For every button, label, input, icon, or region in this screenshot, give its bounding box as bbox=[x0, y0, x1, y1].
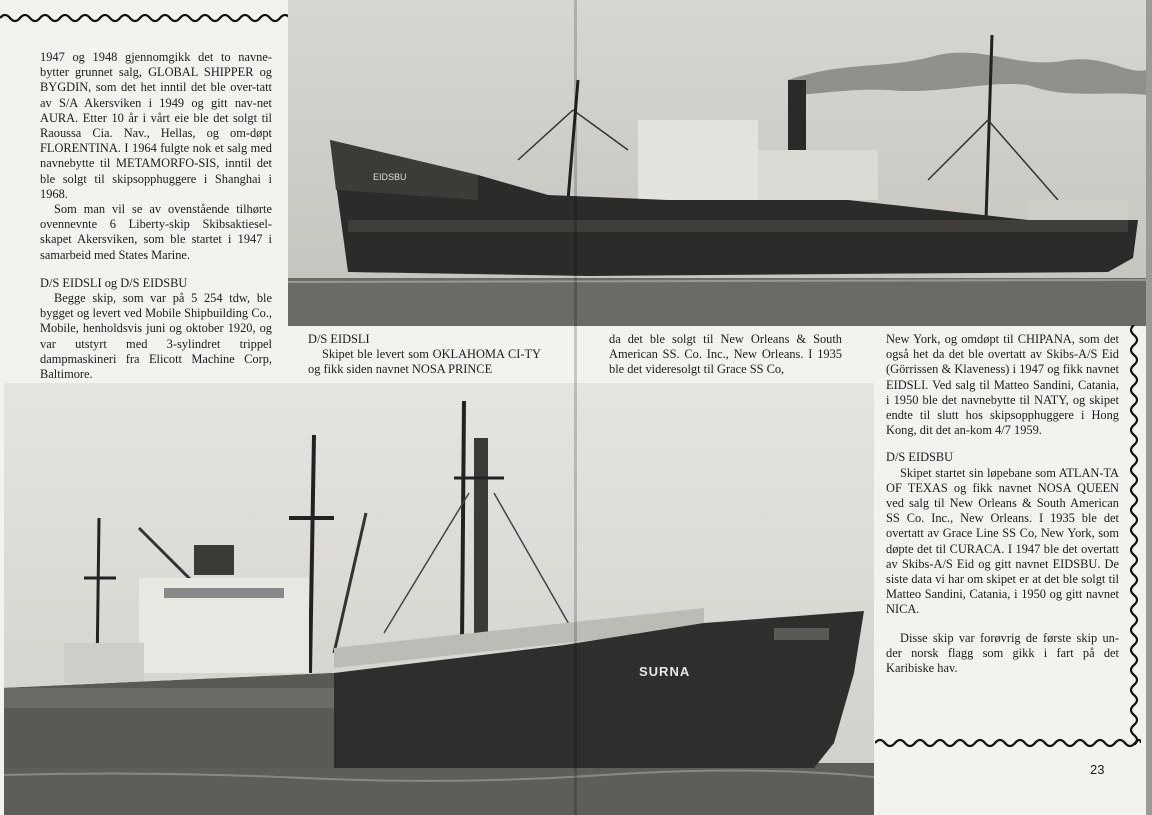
eidsbu-heading: D/S EIDSBU bbox=[886, 450, 954, 465]
middle-text: da det ble solgt til New Orleans & South American SS. Co. Inc., New Orleans. I 1935 ble det videresolgt til Grace SS Co, bbox=[609, 332, 842, 377]
intro-paragraph-2: Som man vil se av ovenstående tilhørte ovennevnte 6 Liberty-skip Skibsaktiesel-skapet Akersviken, som ble startet i 1947 i samarbeid med States Marine. bbox=[40, 202, 272, 262]
wavy-rule-top-left bbox=[0, 10, 290, 26]
section-body-eidsli-eidsbu: Begge skip, som var på 5 254 tdw, ble bygget og levert ved Mobile Shipbuilding Co., Mobile, henholdsvis juni og oktober 1920, og var utstyrt med 3-sylindret trippel dampmaskineri fra Elicott Machine Corp, Baltimore. bbox=[40, 291, 272, 382]
hull-name-surna: SURNA bbox=[639, 664, 691, 679]
eidsli-text: Skipet ble levert som OKLAHOMA CI-TY og fikk siden navnet NOSA PRINCE bbox=[308, 347, 541, 377]
eidsli-column bbox=[308, 332, 541, 378]
intro-paragraph-1: 1947 og 1948 gjennomgikk det to navne-bytter grunnet salg, GLOBAL SHIPPER og BYGDIN, som det het inntil det ble over-tatt av S/A Akersviken i 1949 og gitt nav-net AURA. Etter 10 år i vårt eie ble det solgt til Raoussa Cia. Nav., Hellas, og om-døpt FLORENTINA. I 1964 fulgte nok et salg med navnebytte til METAMORFO-SIS, inntil det ble solgt til skipsopphuggere i Shanghai i 1968. bbox=[40, 50, 272, 201]
right-text-1: New York, og omdøpt til CHIPANA, som det også het da det ble overtatt av Skibs-A/S Eid (Görrissen & Klaveness) i 1947 og fikk navnet EIDSLI. Ved salg til Matteo Sandini, Catania, i 1950 ble det navnebytte til NATY, og skipet endte til slutt hos skipsopphuggere i Hong Kong, dit det an-kom 4/7 1959. bbox=[886, 332, 1119, 438]
right-text-3: Disse skip var forøvrig de første skip un-der norsk flagg som gikk i fart på det Karibiske hav. bbox=[886, 630, 1119, 676]
intro-column bbox=[40, 50, 272, 382]
eidsli-heading: D/S EIDSLI bbox=[308, 332, 370, 346]
right-text-2: Skipet startet sin løpebane som ATLAN-TA OF TEXAS og fikk navnet NOSA QUEEN ved salg til New Orleans & South American SS Co. Inc., New Orleans. I 1935 ble det overtatt av Grace Line SS Co, New York, som døpte det til CURACA. I 1947 ble det overtatt av Skibs-A/S Eid og gitt navnet EIDSBU. De siste data vi har om skipet er at det ble solgt til Matteo Sandini, Catania, i 1950 og gitt navnet NICA. bbox=[886, 465, 1119, 617]
section-heading-eidsli-eidsbu: D/S EIDSLI og D/S EIDSBU bbox=[40, 275, 188, 290]
page-edge bbox=[1146, 0, 1152, 815]
page-number: 23 bbox=[1090, 762, 1105, 777]
wavy-rule-right bbox=[1127, 325, 1141, 745]
right-column bbox=[886, 332, 1119, 676]
middle-column bbox=[609, 332, 842, 378]
hull-name-eidsbu: EIDSBU bbox=[373, 172, 407, 182]
photo-eidsbu bbox=[288, 0, 1146, 326]
photo-surna bbox=[4, 383, 874, 815]
page-gutter bbox=[574, 0, 577, 815]
wavy-rule-bottom-right bbox=[875, 736, 1141, 750]
